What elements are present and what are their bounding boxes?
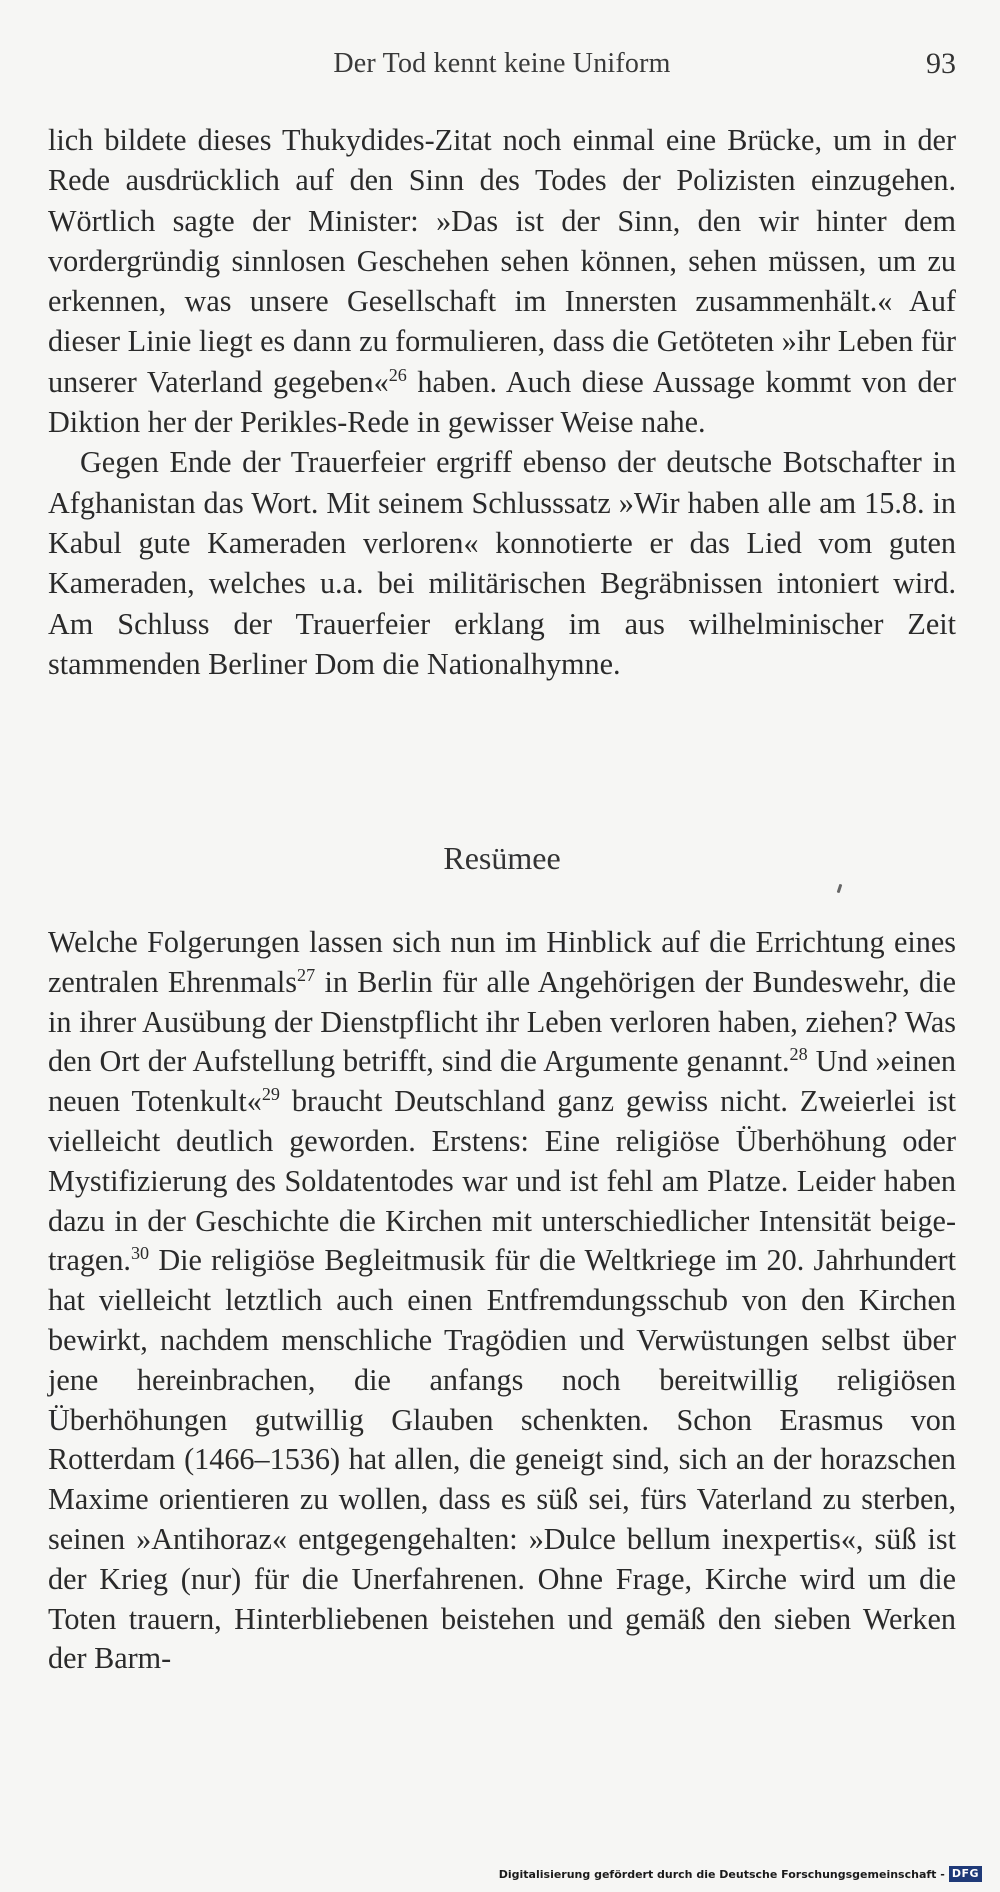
paragraph-3 — [48, 923, 956, 1679]
paragraph-1-text-b: haben. Auch diese Aussage kommt von der Diktion her der Perikles-Rede in gewisser Weise nahe. — [48, 364, 956, 440]
paragraph-3-text-a: Welche Folgerungen lassen sich nun im Hinblick auf die Errichtung eines zentralen Ehrenmals — [48, 925, 956, 999]
digitization-credit — [499, 1864, 982, 1884]
section-heading: Resümee — [443, 840, 561, 876]
paragraph-2: Gegen Ende der Trauerfeier ergriff ebenso der deutsche Botschafter in Afghanistan das Wort. Mit seinem Schlusssatz »Wir haben alle am 15.8. in Kabul gute Kameraden verloren« konnotierte er das Lied vom guten Kameraden, welches u.a. bei militärischen Begräbnissen intoniert wird. Am Schluss der Trauerfeier erklang im aus wilhelminischer Zeit stammenden Berliner Dom die Nationalhymne. — [48, 445, 956, 681]
body-text-lower — [48, 923, 956, 1679]
paragraph-3-text-e: Die religiöse Begleitmusik für die Weltkriege im 20. Jahrhundert hat vielleicht letztlich auch einen Entfremdungsschub von den Kirchen bewirkt, nachdem menschliche Tragödien und Verwüstungen selbst über jene hereinbrachen, die anfangs noch bereitwillig religiösen Überhöhungen gutwillig Glauben schenkten. Schon Erasmus von Rotterdam (1466–1536) hat allen, die geneigt sind, sich an der horazschen Maxime orientieren zu wollen, dass es süß sei, fürs Vaterland zu sterben, seinen »Antihoraz« entgegengehalten: »Dulce bellum inexpertis«, süß ist der Krieg (nur) für die Unerfahrenen. Ohne Frage, Kirche wird um die Toten trauern, Hinterbliebenen beistehen und gemäß den sieben Werken der Barm- — [48, 1243, 956, 1676]
footnote-ref-29: 29 — [261, 1084, 280, 1105]
ink-speck-mark — [837, 884, 843, 893]
running-head — [48, 44, 956, 84]
running-title: Der Tod kennt keine Uniform — [333, 48, 671, 79]
paragraph-1 — [48, 120, 956, 442]
footnote-ref-26: 26 — [388, 364, 407, 385]
body-text-upper — [48, 120, 956, 684]
paragraph-3-text-c: Und »einen neuen Totenkult« — [48, 1044, 956, 1119]
footnote-ref-28: 28 — [789, 1044, 808, 1065]
dfg-logo-icon: DFG — [949, 1866, 982, 1882]
page-number: 93 — [926, 47, 956, 80]
paragraph-3-text-b: in Berlin für alle Angehörigen der Bundeswehr, die in ihrer Ausübung der Dienstpflicht ihr Leben verloren haben, ziehen? Was den Ort der Aufstellung betrifft, sind die Argumente genannt. — [48, 964, 957, 1079]
paragraph-3-text-d: braucht Deutschland ganz gewiss nicht. Zweierlei ist vielleicht deutlich geworden. Erstens: Eine religiöse Überhöhung oder Mystifizierung des Soldatentodes war und ist fehl am Platze. Leider haben dazu in der Geschichte die Kirchen mit unterschiedlicher Intensität beigetragen. — [48, 1084, 956, 1278]
footnote-ref-27: 27 — [297, 964, 316, 985]
paragraph-1-text-a: lich bildete dieses Thukydides-Zitat noch einmal eine Brücke, um in der Rede ausdrücklich auf den Sinn des Todes der Polizisten einzugehen. Wörtlich sagte der Minister: »Das ist der Sinn, den wir hinter dem vordergründig sinnlosen Geschehen sehen können, sehen müssen, um zu erkennen, was unsere Gesellschaft im Innersten zusammenhält.« Auf dieser Linie liegt es dann zu formulieren, dass die Getöteten »ihr Leben für unserer Vaterland gegeben« — [48, 123, 956, 399]
credit-text: Digitalisierung gefördert durch die Deutsche Forschungsgemeinschaft - — [498, 1867, 945, 1881]
footnote-ref-30: 30 — [130, 1243, 150, 1264]
